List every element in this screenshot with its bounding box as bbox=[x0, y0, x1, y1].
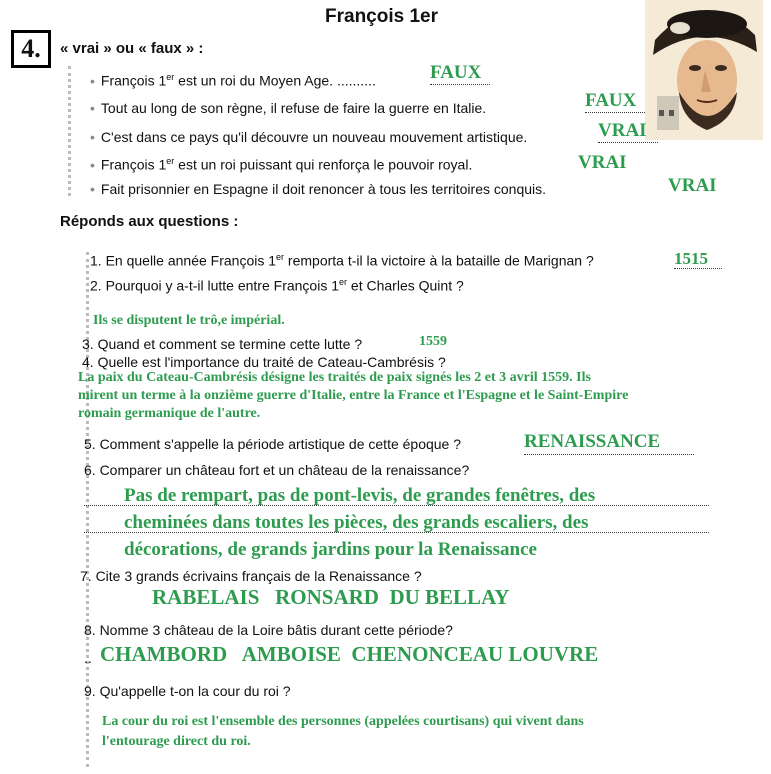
answer-question-1: 1515 bbox=[674, 249, 708, 268]
margin-line bbox=[68, 66, 71, 196]
section-questions-heading: Réponds aux questions : bbox=[60, 213, 239, 230]
portrait-francois-1er bbox=[645, 0, 763, 140]
answer-question-8: CHAMBORD AMBOISE CHENONCEAU LOUVRE bbox=[100, 642, 599, 666]
answer-question-3: 1559 bbox=[419, 334, 447, 349]
answer-statement-5: VRAI bbox=[668, 175, 717, 196]
statement-5: • Fait prisonnier en Espagne il doit renoncer à tous les territoires conquis. bbox=[90, 181, 547, 197]
answer-question-2: Ils se disputent le trô,e impérial. bbox=[93, 313, 285, 328]
statement-3: • C'est dans ce pays qu'il découvre un nouveau mouvement artistique. bbox=[90, 129, 528, 145]
question-5: 5. Comment s'appelle la période artistique de cette époque ? bbox=[84, 436, 462, 452]
question-3: 3. Quand et comment se termine cette lutte ? bbox=[82, 336, 363, 352]
statement-1: • François 1er est un roi du Moyen Age. .......... bbox=[90, 72, 376, 89]
answer-line bbox=[598, 142, 658, 143]
answer-question-4: La paix du Cateau-Cambrésis désigne les traités de paix signés les 2 et 3 avril 1559. Ils mirent un terme à la onzième guerre d'Italie, entre la France et l'Espagne et le Saint-Empire romain germanique de l'autre. bbox=[78, 370, 629, 421]
answer-statement-2: FAUX bbox=[585, 90, 637, 111]
question-8: 8. Nomme 3 château de la Loire bâtis durant cette période? bbox=[84, 622, 453, 638]
answer-line bbox=[430, 84, 490, 85]
question-2: 2. Pourquoi y a-t-il lutte entre François 1er et Charles Quint ? bbox=[90, 277, 464, 294]
statement-2: • Tout au long de son règne, il refuse de faire la guerre en Italie. bbox=[90, 100, 487, 116]
answer-statement-3: VRAI bbox=[598, 120, 647, 141]
question-4: 4. Quelle est l'importance du traité de Cateau-Cambrésis ? bbox=[82, 354, 446, 370]
answer-line bbox=[585, 112, 645, 113]
question-7: 7. Cite 3 grands écrivains français de la Renaissance ? bbox=[80, 568, 422, 584]
question-6: 6. Comparer un château fort et un château de la renaissance? bbox=[84, 462, 470, 478]
answer-line bbox=[674, 268, 722, 269]
answer-question-7: RABELAIS RONSARD DU BELLAY bbox=[152, 585, 510, 609]
page-title: François 1er bbox=[325, 6, 438, 27]
question-9: 9. Qu'appelle t-on la cour du roi ? bbox=[84, 683, 291, 699]
answer-question-5: RENAISSANCE bbox=[524, 431, 661, 452]
answer-question-9: La cour du roi est l'ensemble des personnes (appelées courtisans) qui vivent dans l'entourage direct du roi. bbox=[102, 714, 584, 749]
answer-statement-4: VRAI bbox=[578, 152, 627, 173]
answer-statement-1: FAUX bbox=[430, 62, 482, 83]
answer-line bbox=[524, 454, 694, 455]
statement-4: • François 1er est un roi puissant qui renforça le pouvoir royal. bbox=[90, 156, 473, 173]
exercise-number: 4. bbox=[11, 30, 51, 68]
question-1: 1. En quelle année François 1er remporta t-il la victoire à la bataille de Marignan ? bbox=[90, 252, 594, 269]
question-8-prefix: .. bbox=[84, 650, 92, 666]
answer-question-6: Pas de rempart, pas de pont-levis, de grandes fenêtres, des cheminées dans toutes les pièces, des grands escaliers, des décorations, de grands jardins pour la Renaissance bbox=[124, 485, 596, 560]
section-vrai-faux-heading: « vrai » ou « faux » : bbox=[60, 40, 204, 57]
